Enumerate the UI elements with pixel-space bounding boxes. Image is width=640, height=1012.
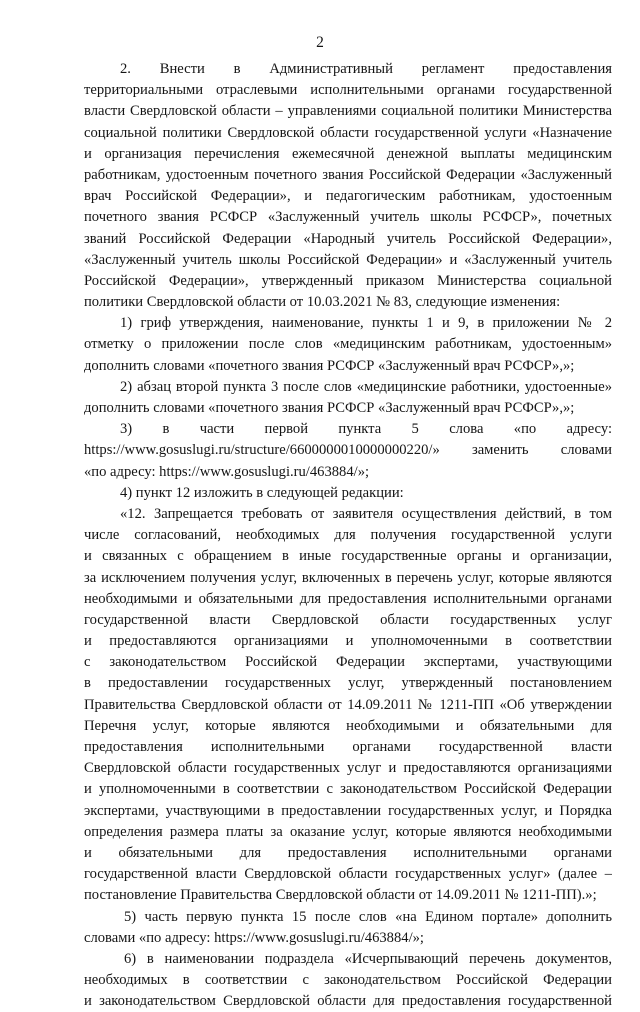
text-line: государственной власти Свердловской области государственных услуг — [84, 611, 612, 628]
text-line: социальной политики Свердловской области государственной услуги «Назначение — [84, 124, 612, 141]
text-line: постановление Правительства Свердловской области от 14.09.2011 № 1211-ПП).»; — [84, 887, 597, 904]
text-line: и связанных с обращением в иные государственные органы и организации, — [84, 548, 612, 565]
text-line: экспертами, участвующими в предоставлении государственных услуг, и Порядка — [84, 802, 612, 819]
text-line: «Заслуженный учитель школы Российской Федерации» и «Заслуженный учитель — [84, 251, 612, 268]
text-line: необходимыми и обязательными для предоставления исполнительными органами — [84, 590, 612, 607]
text-line: Перечня услуг, которые являются необходимыми и обязательными для — [84, 717, 612, 734]
text-line: 2. Внести в Административный регламент предоставления — [120, 61, 612, 77]
text-line: словами «по адресу: https://www.gosuslugi.ru/463884/»; — [84, 929, 424, 946]
text-line: Свердловской области государственных услуг и предоставляются организациями — [84, 760, 612, 777]
text-line: врач Российской Федерации», и педагогическим работникам, удостоенным — [84, 188, 612, 205]
text-line: дополнить словами «почетного звания РСФСР «Заслуженный врач РСФСР»,»; — [84, 357, 575, 374]
text-line: Правительства Свердловской области от 14.09.2011 № 1211-ПП «Об утверждении — [84, 696, 612, 713]
text-line: за исключением получения услуг, включенных в перечень услуг, которые являются — [84, 569, 612, 586]
text-line: дополнить словами «почетного звания РСФСР «Заслуженный врач РСФСР»,»; — [84, 400, 575, 416]
text-line: территориальными отраслевыми исполнительными органами государственной — [84, 82, 612, 99]
text-line: с законодательством Российской Федерации экспертами, участвующими — [84, 654, 612, 671]
text-line: и организация перечисления ежемесячной денежной выплаты медицинским — [84, 145, 612, 162]
text-line: 1) гриф утверждения, наименование, пункты 1 и 9, в приложении № 2 — [120, 315, 612, 332]
document-body — [84, 59, 612, 1012]
text-line: числе согласований, необходимых для получения государственной услуги — [84, 527, 612, 544]
text-line: работникам, удостоенным почетного звания Российской Федерации «Заслуженный — [84, 166, 612, 183]
text-line: власти Свердловской области – управлениями социальной политики Министерства — [84, 103, 612, 120]
text-line: и обязательными для предоставления исполнительными органами — [84, 844, 612, 861]
text-line: необходимых в соответствии с законодательством Российской Федерации — [84, 972, 612, 989]
text-line: в предоставлении государственных услуг, утвержденный постановлением — [84, 675, 612, 692]
text-line: определения размера платы за оказание услуг, которые являются необходимыми — [84, 823, 612, 840]
text-line: 4) пункт 12 изложить в следующей редакции: — [120, 484, 404, 501]
text-line: предоставления исполнительными органами государственной власти — [84, 739, 612, 755]
text-line: 2) абзац второй пункта 3 после слов «медицинские работники, удостоенные» — [120, 378, 612, 395]
text-line: званий Российской Федерации «Народный учитель Российской Федерации», — [84, 230, 612, 247]
text-line: и предоставляются организациями и уполномоченными в соответствии — [84, 633, 612, 650]
text-line: и законодательством Свердловской области для предоставления государственной — [84, 993, 612, 1010]
text-line: и уполномоченными в соответствии с законодательством Российской Федерации — [84, 781, 612, 798]
text-line: отметку о приложении после слов «медицинским работникам, удостоенным» — [84, 336, 612, 353]
text-line: https://www.gosuslugi.ru/structure/6600000010000000220/» заменить словами — [84, 442, 612, 459]
text-line: «12. Запрещается требовать от заявителя осуществления действий, в том — [120, 505, 612, 522]
text-line: «по адресу: https://www.gosuslugi.ru/463884/»; — [84, 463, 370, 480]
text-line: 3) в части первой пункта 5 слова «по адресу: — [120, 421, 612, 438]
text-line: политики Свердловской области от 10.03.2021 № 83, следующие изменения: — [84, 294, 561, 311]
page-number: 2 — [316, 34, 324, 51]
text-line: 6) в наименовании подраздела «Исчерпывающий перечень документов, — [124, 950, 612, 967]
text-line: почетного звания РСФСР «Заслуженный учитель школы РСФСР», почетных — [84, 209, 612, 226]
text-line: государственной власти Свердловской области государственных услуг» (далее – — [84, 866, 612, 883]
text-line: Российской Федерации», утвержденный приказом Министерства социальной — [84, 272, 612, 289]
text-line: 5) часть первую пункта 15 после слов «на Едином портале» дополнить — [124, 908, 612, 925]
